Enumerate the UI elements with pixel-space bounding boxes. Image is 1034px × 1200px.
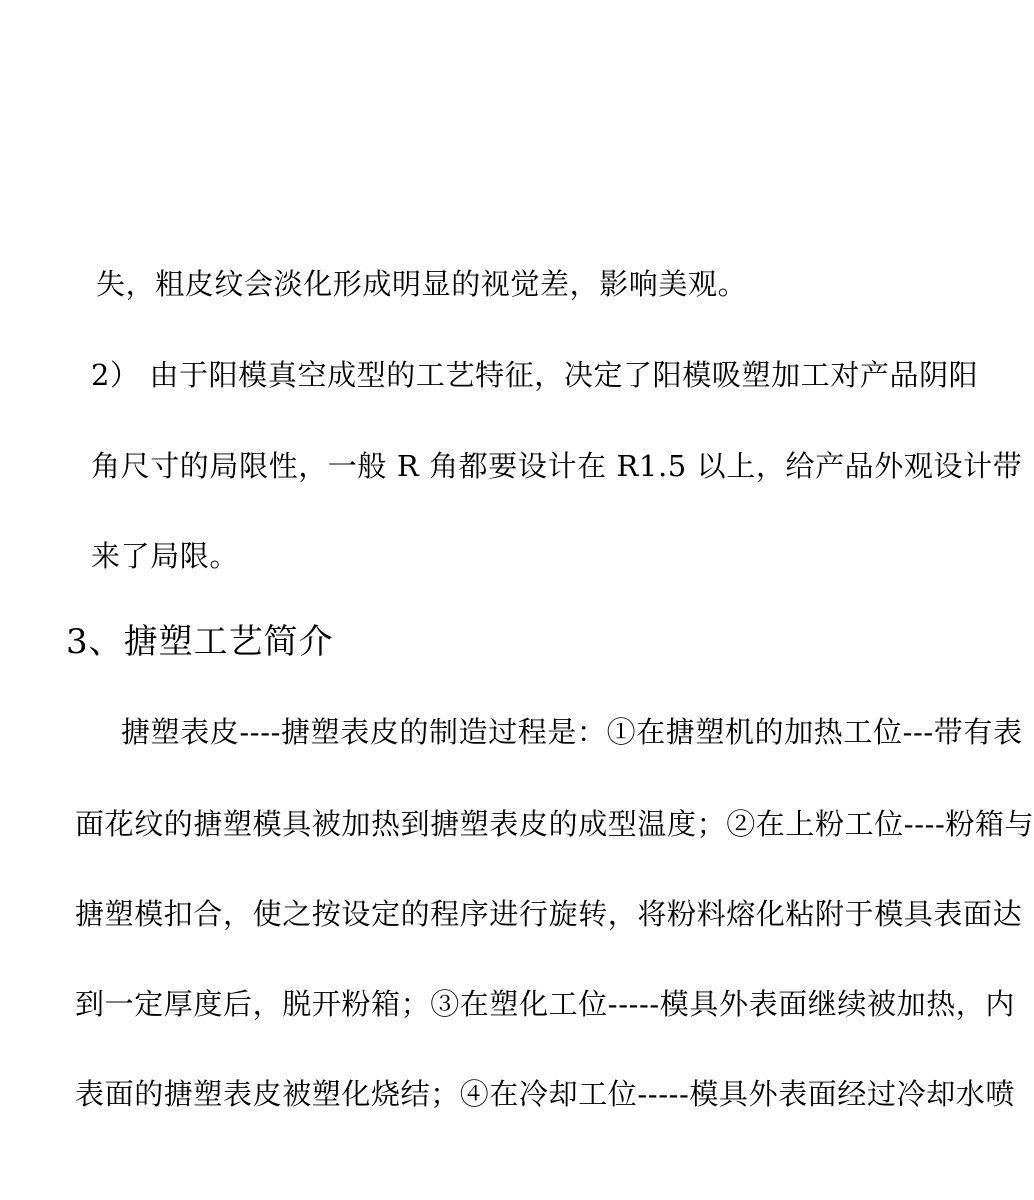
section-3-heading: 3、搪塑工艺简介: [66, 622, 334, 662]
section-3-line-4: 到一定厚度后，脱开粉箱；③在塑化工位-----模具外表面继续被加热，内: [75, 987, 1015, 1021]
section-3-line-3: 搪塑模扣合，使之按设定的程序进行旋转，将粉料熔化粘附于模具表面达: [75, 897, 1023, 931]
point-2-line-2: 角尺寸的局限性，一般 R 角都要设计在 R1.5 以上，给产品外观设计带: [91, 449, 1023, 483]
section-3-line-2: 面花纹的搪塑模具被加热到搪塑表皮的成型温度；②在上粉工位----粉箱与: [75, 807, 1034, 841]
section-3-line-5: 表面的搪塑表皮被塑化烧结；④在冷却工位-----模具外表面经过冷却水喷: [75, 1077, 1015, 1111]
paragraph-continuation: 失，粗皮纹会淡化形成明显的视觉差，影响美观。: [96, 267, 748, 301]
section-3-line-1: 搪塑表皮----搪塑表皮的制造过程是：①在搪塑机的加热工位---带有表: [121, 715, 1023, 749]
point-2-line-3: 来了局限。: [91, 539, 240, 573]
point-2-line-1: 2） 由于阳模真空成型的工艺特征，决定了阳模吸塑加工对产品阴阳: [91, 358, 979, 392]
